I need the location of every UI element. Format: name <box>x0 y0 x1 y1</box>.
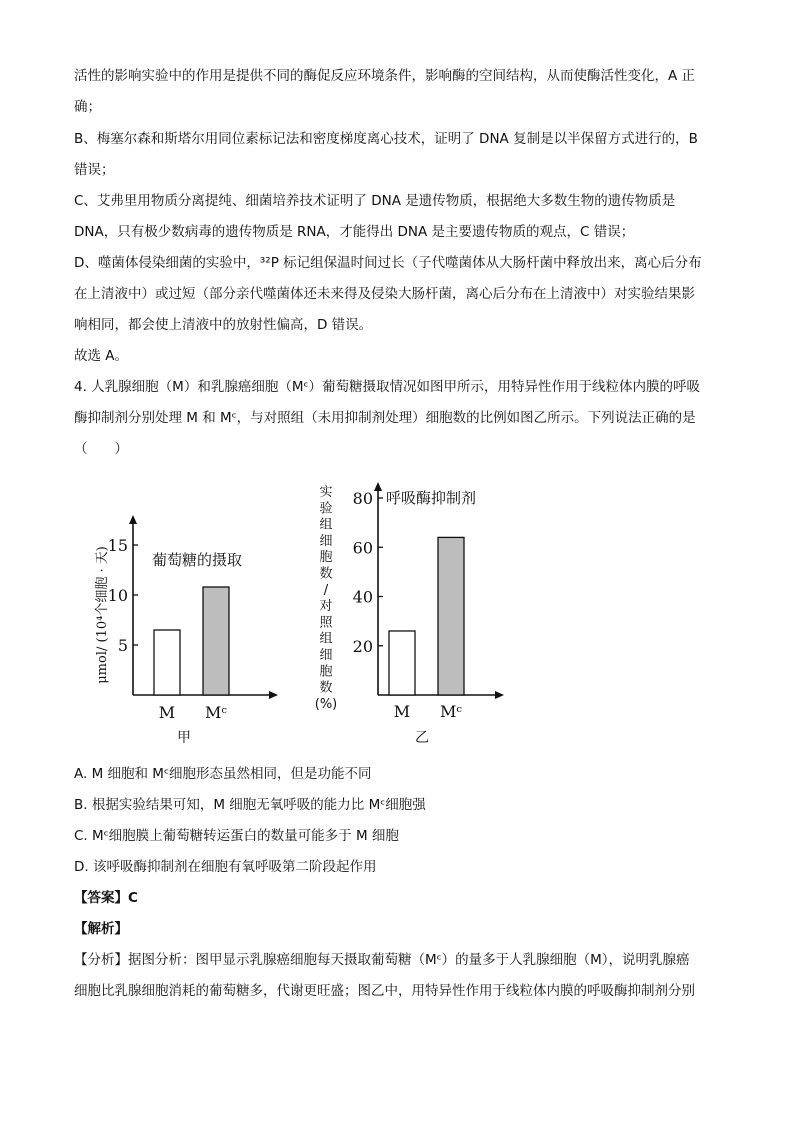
question-stem: 酶抑制剂分别处理 M 和 Mᶜ，与对照组（未用抑制剂处理）细胞数的比例如图乙所示。下列说法正确的是 <box>74 410 696 426</box>
x-category-label: Mᶜ <box>440 702 462 721</box>
y-tick-label: 80 <box>352 489 373 508</box>
text-line: C、艾弗里用物质分离提纯、细菌培养技术证明了 DNA 是遗传物质，根据绝大多数生物的遗传物质是 <box>74 193 676 209</box>
text-line: 响相同，都会使上清液中的放射性偏高，D 错误。 <box>74 317 373 333</box>
x-axis-arrow <box>495 691 504 699</box>
text-line: DNA，只有极少数病毒的遗传物质是 RNA，才能得出 DNA 是主要遗传物质的观点，C 错误； <box>74 224 635 240</box>
y-axis-label-char: 实 <box>319 485 333 500</box>
bar-mc <box>438 537 464 695</box>
chart-caption: 乙 <box>415 730 429 746</box>
text-line: 错误； <box>74 162 115 178</box>
y-axis-label-char: 胞 <box>319 664 333 680</box>
x-category-label: Mᶜ <box>205 703 227 722</box>
y-axis-label-char: 组 <box>319 517 333 533</box>
text-line: D、噬菌体侵染细菌的实验中，³²P 标记组保温时间过长（子代噬菌体从大肠杆菌中释放出来，离心后分布 <box>74 255 702 271</box>
y-axis-label-char: 照 <box>319 615 333 631</box>
y-axis-label-char: 数 <box>319 680 333 696</box>
y-axis-label-char: 对 <box>319 599 333 615</box>
y-axis-label-char: / <box>323 582 329 598</box>
option-b: B. 根据实验结果可知，M 细胞无氧呼吸的能力比 Mᶜ细胞强 <box>74 797 426 813</box>
x-category-label: M <box>158 703 176 722</box>
bar-m <box>389 631 415 695</box>
bar-m <box>154 630 180 695</box>
bar-mc <box>203 587 229 695</box>
y-axis-label: μmol/ (10⁴个细胞 · 天) <box>95 546 110 684</box>
text-line: 在上清液中）或过短（部分亲代噬菌体还未来得及侵染大肠杆菌，离心后分布在上清液中）对实验结果影 <box>74 286 695 302</box>
answer-blank: （ ） <box>74 441 128 457</box>
text-line: 活性的影响实验中的作用是提供不同的酶促反应环境条件，影响酶的空间结构，从而使酶活性变化，A 正 <box>74 68 696 84</box>
text-line: 故选 A。 <box>74 348 129 364</box>
y-axis-arrow <box>129 515 137 524</box>
y-axis-label-char: 细 <box>319 648 333 663</box>
y-axis-label-char: 组 <box>319 631 333 647</box>
text-line: B、梅塞尔森和斯塔尔用同位素标记法和密度梯度离心技术，证明了 DNA 复制是以半保留方式进行的，B <box>74 131 698 147</box>
question-stem: 4. 人乳腺细胞（M）和乳腺癌细胞（Mᶜ）葡萄糖摄取情况如图甲所示，用特异性作用于线粒体内膜的呼吸 <box>74 379 700 395</box>
y-tick-label: 15 <box>107 536 128 555</box>
y-tick-label: 5 <box>117 636 128 655</box>
analysis-text: 细胞比乳腺细胞消耗的葡萄糖多，代谢更旺盛；图乙中，用特异性作用于线粒体内膜的呼吸酶抑制剂分别 <box>74 983 695 999</box>
y-tick-label: 20 <box>352 636 373 656</box>
y-axis-label-char: 胞 <box>319 550 333 566</box>
chart-title: 呼吸酶抑制剂 <box>386 489 477 507</box>
y-tick-label: 60 <box>352 538 373 558</box>
y-tick-label: 40 <box>352 587 373 607</box>
y-axis-label-char: (%) <box>314 696 338 712</box>
y-axis-label-char: 数 <box>319 566 333 582</box>
y-axis-label-char: 细 <box>319 533 333 549</box>
y-axis-arrow <box>374 482 382 491</box>
y-axis-label-char: 验 <box>319 501 333 517</box>
x-category-label: M <box>393 702 411 721</box>
option-d: D. 该呼吸酶抑制剂在细胞有氧呼吸第二阶段起作用 <box>74 859 377 875</box>
text-line: 确； <box>74 99 101 115</box>
analysis-text: 【分析】据图分析：图甲显示乳腺癌细胞每天摄取葡萄糖（Mᶜ）的量多于人乳腺细胞（M），说明乳腺癌 <box>74 952 690 968</box>
chart-glucose-uptake <box>84 505 284 750</box>
chart-title: 葡萄糖的摄取 <box>152 551 243 569</box>
chart-caption: 甲 <box>177 730 191 746</box>
option-c: C. Mᶜ细胞膜上葡萄糖转运蛋白的数量可能多于 M 细胞 <box>74 828 399 844</box>
y-tick-label: 10 <box>107 586 128 605</box>
chart-cell-ratio <box>310 478 510 750</box>
answer-label: 【答案】C <box>74 890 138 906</box>
x-axis-arrow <box>269 691 278 699</box>
option-a: A. M 细胞和 Mᶜ细胞形态虽然相同，但是功能不同 <box>74 766 372 782</box>
analysis-label: 【解析】 <box>74 921 128 937</box>
